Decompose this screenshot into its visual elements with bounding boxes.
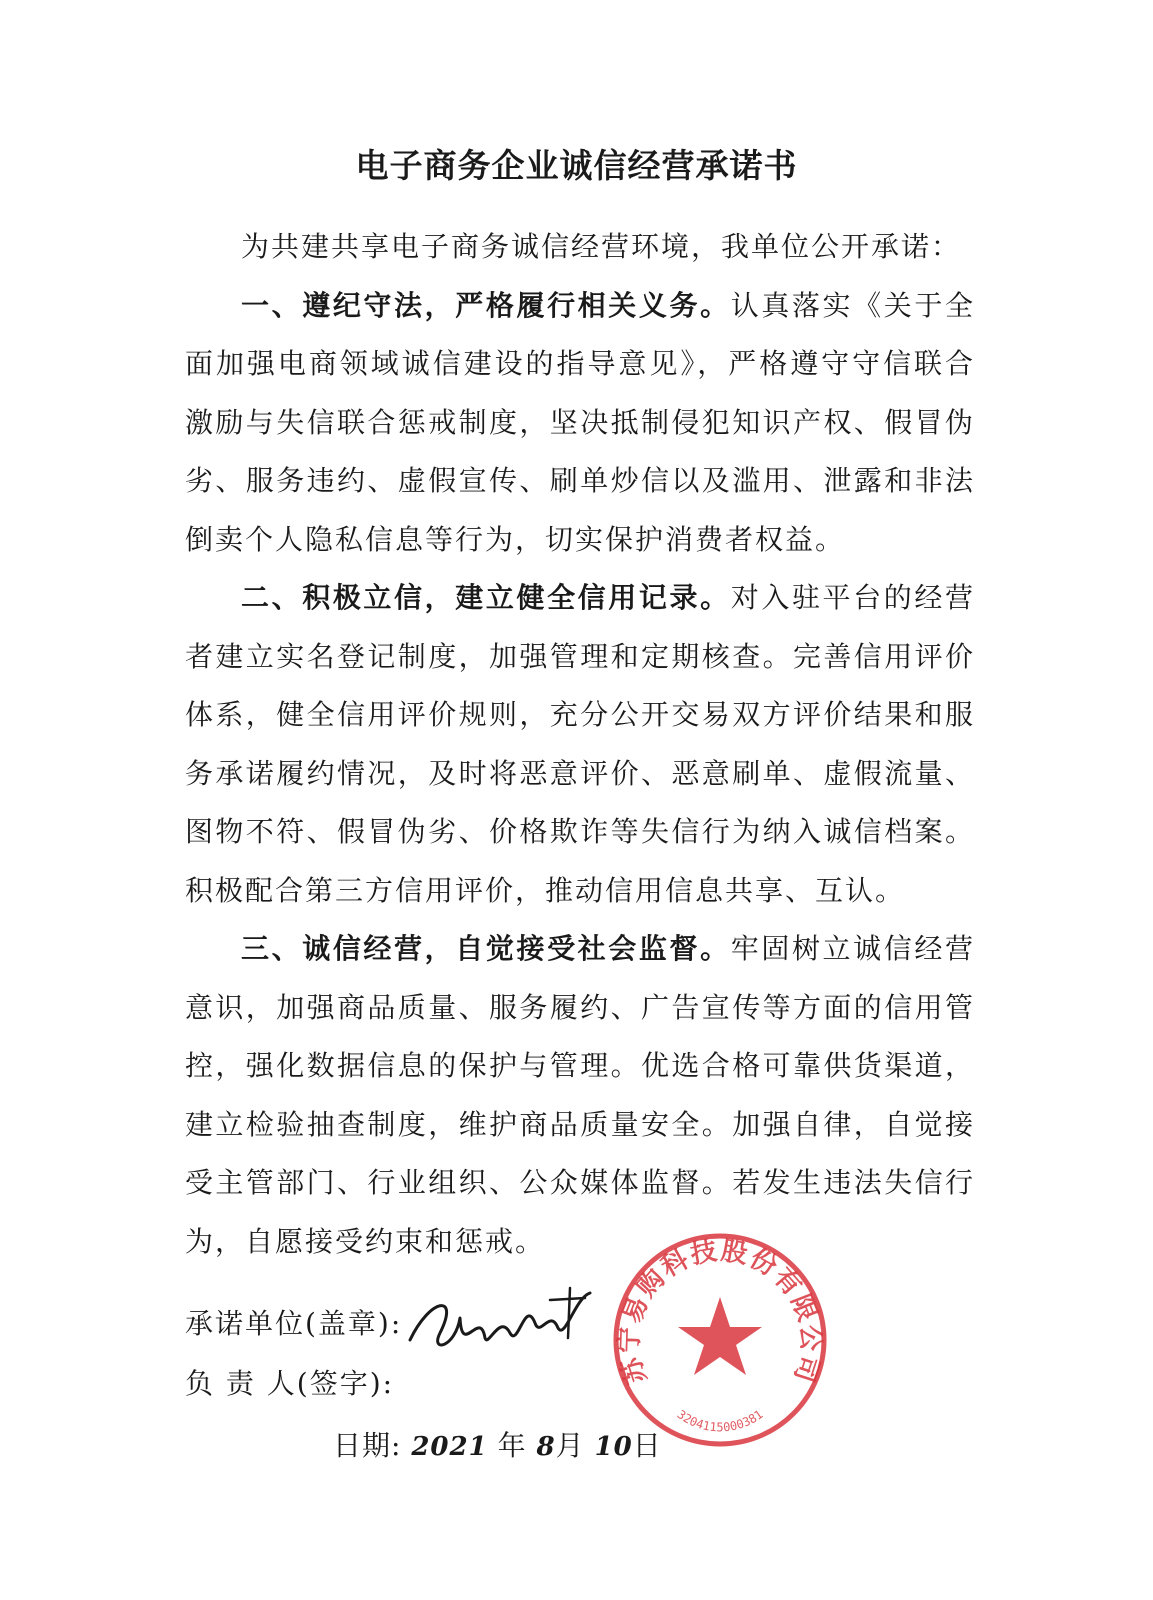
year-char: 年 [497, 1429, 527, 1462]
seal-text: 苏宁易购科技股份有限公司 [614, 1235, 826, 1388]
svg-text:3204115000381 [675, 1407, 766, 1434]
section-1-body: 认真落实《关于全面加强电商领域诚信建设的指导意见》，严格遵守守信联合激励与失信联合惩戒制度，坚决抵制侵犯知识产权、假冒伪劣、服务违约、虚假宣传、刷单炒信以及滥用、泄露和非法倒卖个人隐私信息等行为，切实保护消费者权益。 [185, 288, 975, 556]
intro-paragraph: 为共建共享电子商务诚信经营环境，我单位公开承诺： [241, 230, 962, 263]
section-3-heading: 三、诚信经营，自觉接受社会监督。 [241, 932, 731, 965]
month-char: 月 [555, 1429, 585, 1462]
document-body [185, 218, 975, 1271]
section-1 [185, 277, 975, 570]
handwritten-signature [400, 1278, 600, 1378]
section-1-heading: 一、遵纪守法，严格履行相关义务。 [241, 288, 731, 322]
date-day: 10 [594, 1432, 633, 1462]
date-month: 8 [536, 1432, 556, 1462]
seal-number: 3204115000381 [674, 1407, 766, 1435]
unit-label: 承诺单位(盖章): [185, 1307, 403, 1340]
section-2 [185, 569, 975, 920]
person-label: 负 责 人(签字): [185, 1367, 395, 1400]
document-title: 电子商务企业诚信经营承诺书 [355, 146, 798, 185]
date-label: 日期: [333, 1429, 402, 1462]
seal-star-icon [678, 1297, 762, 1375]
section-2-heading: 二、积极立信，建立健全信用记录。 [241, 581, 731, 614]
company-seal [605, 1225, 835, 1455]
date-year: 2021 [411, 1432, 488, 1462]
section-3 [185, 920, 975, 1271]
section-2-body: 对入驻平台的经营者建立实名登记制度，加强管理和定期核查。完善信用评价体系，健全信用评价规则，充分公开交易双方评价结果和服务承诺履约情况，及时将恶意评价、恶意刷单、虚假流量、图物不符、假冒伪劣、价格欺诈等失信行为纳入诚信档案。积极配合第三方信用评价，推动信用信息共享、互认。 [185, 581, 975, 907]
day-char: 日 [632, 1429, 662, 1462]
section-3-body: 牢固树立诚信经营意识，加强商品质量、服务履约、广告宣传等方面的信用管控，强化数据信息的保护与管理。优选合格可靠供货渠道，建立检验抽查制度，维护商品质量安全。加强自律，自觉接受主管部门、行业组织、公众媒体监督。若发生违法失信行为，自愿接受约束和惩戒。 [185, 932, 975, 1258]
